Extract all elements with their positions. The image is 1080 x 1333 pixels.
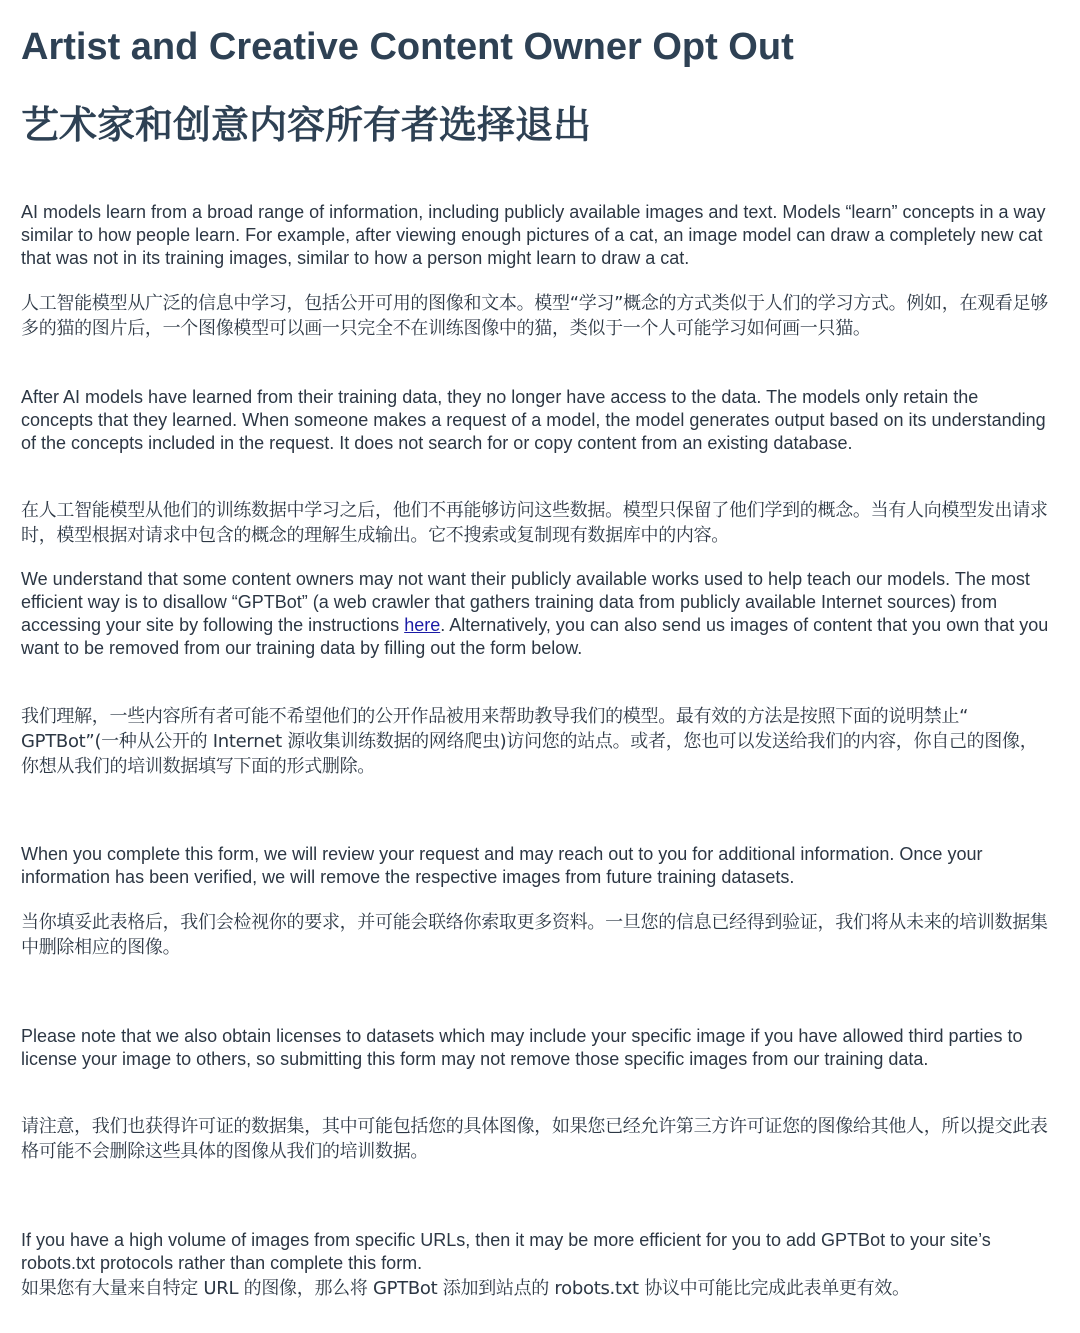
paragraph-4-chinese: 当你填妥此表格后，我们会检视你的要求，并可能会联络你索取更多资料。一旦您的信息已经得到验证，我们将从未来的培训数据集中删除相应的图像。 (21, 912, 1048, 958)
paragraph-6-english: If you have a high volume of images from specific URLs, then it may be more efficient for you to add GPTBot to your site’s robots.txt protocols rather than complete this form. (21, 1230, 991, 1273)
page-title-chinese: 艺术家和创意内容所有者选择退出 (21, 103, 592, 147)
paragraph-3-chinese: 我们理解，一些内容所有者可能不希望他们的公开作品被用来帮助教导我们的模型。最有效的方法是按照下面的说明禁止“ GPTBot”(一种从公开的 Internet 源收集训练数据的网络爬虫)访问您的站点。或者，您也可以发送给我们的内容，你自己的图像，你想从我们的培训数据填写下面的形式删除。 (21, 706, 1038, 777)
paragraph-5-chinese: 请注意，我们也获得许可证的数据集，其中可能包括您的具体图像，如果您已经允许第三方许可证您的图像给其他人，所以提交此表格可能不会删除这些具体的图像从我们的培训数据。 (21, 1116, 1048, 1162)
gptbot-instructions-link[interactable]: here (404, 615, 441, 635)
paragraph-1-english: AI models learn from a broad range of information, including publicly available images and text. Models “learn” concepts in a way similar to how people learn. For example, after viewing enough pictures of a cat, an image model can draw a completely new cat that was not in its training images, similar to how a person might learn to draw a cat. (21, 202, 1046, 268)
paragraph-2-chinese: 在人工智能模型从他们的训练数据中学习之后，他们不再能够访问这些数据。模型只保留了他们学到的概念。当有人向模型发出请求时，模型根据对请求中包含的概念的理解生成输出。它不搜索或复制现有数据库中的内容。 (21, 500, 1048, 546)
paragraph-5-english: Please note that we also obtain licenses to datasets which may include your specific image if you have allowed third parties to license your image to others, so submitting this form may not remove those specific images from our training data. (21, 1026, 1023, 1069)
paragraph-3-text-after-link: . Alternatively, you can also send us images of content that you own that you want to be removed from our training data by filling out the form below. (21, 615, 1049, 658)
page-title-english: Artist and Creative Content Owner Opt Out (21, 26, 794, 68)
paragraph-3-english (21, 568, 1051, 660)
paragraph-2-english: After AI models have learned from their training data, they no longer have access to the data. The models only retain the concepts that they learned. When someone makes a request of a model, the model generates output based on its understanding of the concepts included in the request. It does not search for or copy content from an existing database. (21, 387, 1046, 453)
paragraph-6-chinese: 如果您有大量来自特定 URL 的图像，那么将 GPTBot 添加到站点的 robots.txt 协议中可能比完成此表单更有效。 (21, 1278, 910, 1299)
paragraph-3-text-before-link: We understand that some content owners may not want their publicly available works used to help teach our models. The most efficient way is to disallow “GPTBot” (a web crawler that gathers training data from publicly available Internet sources) from accessing your site by following the instructions (21, 569, 1030, 635)
paragraph-4-english: When you complete this form, we will review your request and may reach out to you for additional information. Once your information has been verified, we will remove the respective images from future training datasets. (21, 844, 983, 887)
paragraph-1-chinese: 人工智能模型从广泛的信息中学习，包括公开可用的图像和文本。模型“学习”概念的方式类似于人们的学习方式。例如，在观看足够多的猫的图片后，一个图像模型可以画一只完全不在训练图像中的猫，类似于一个人可能学习如何画一只猫。 (21, 293, 1048, 339)
